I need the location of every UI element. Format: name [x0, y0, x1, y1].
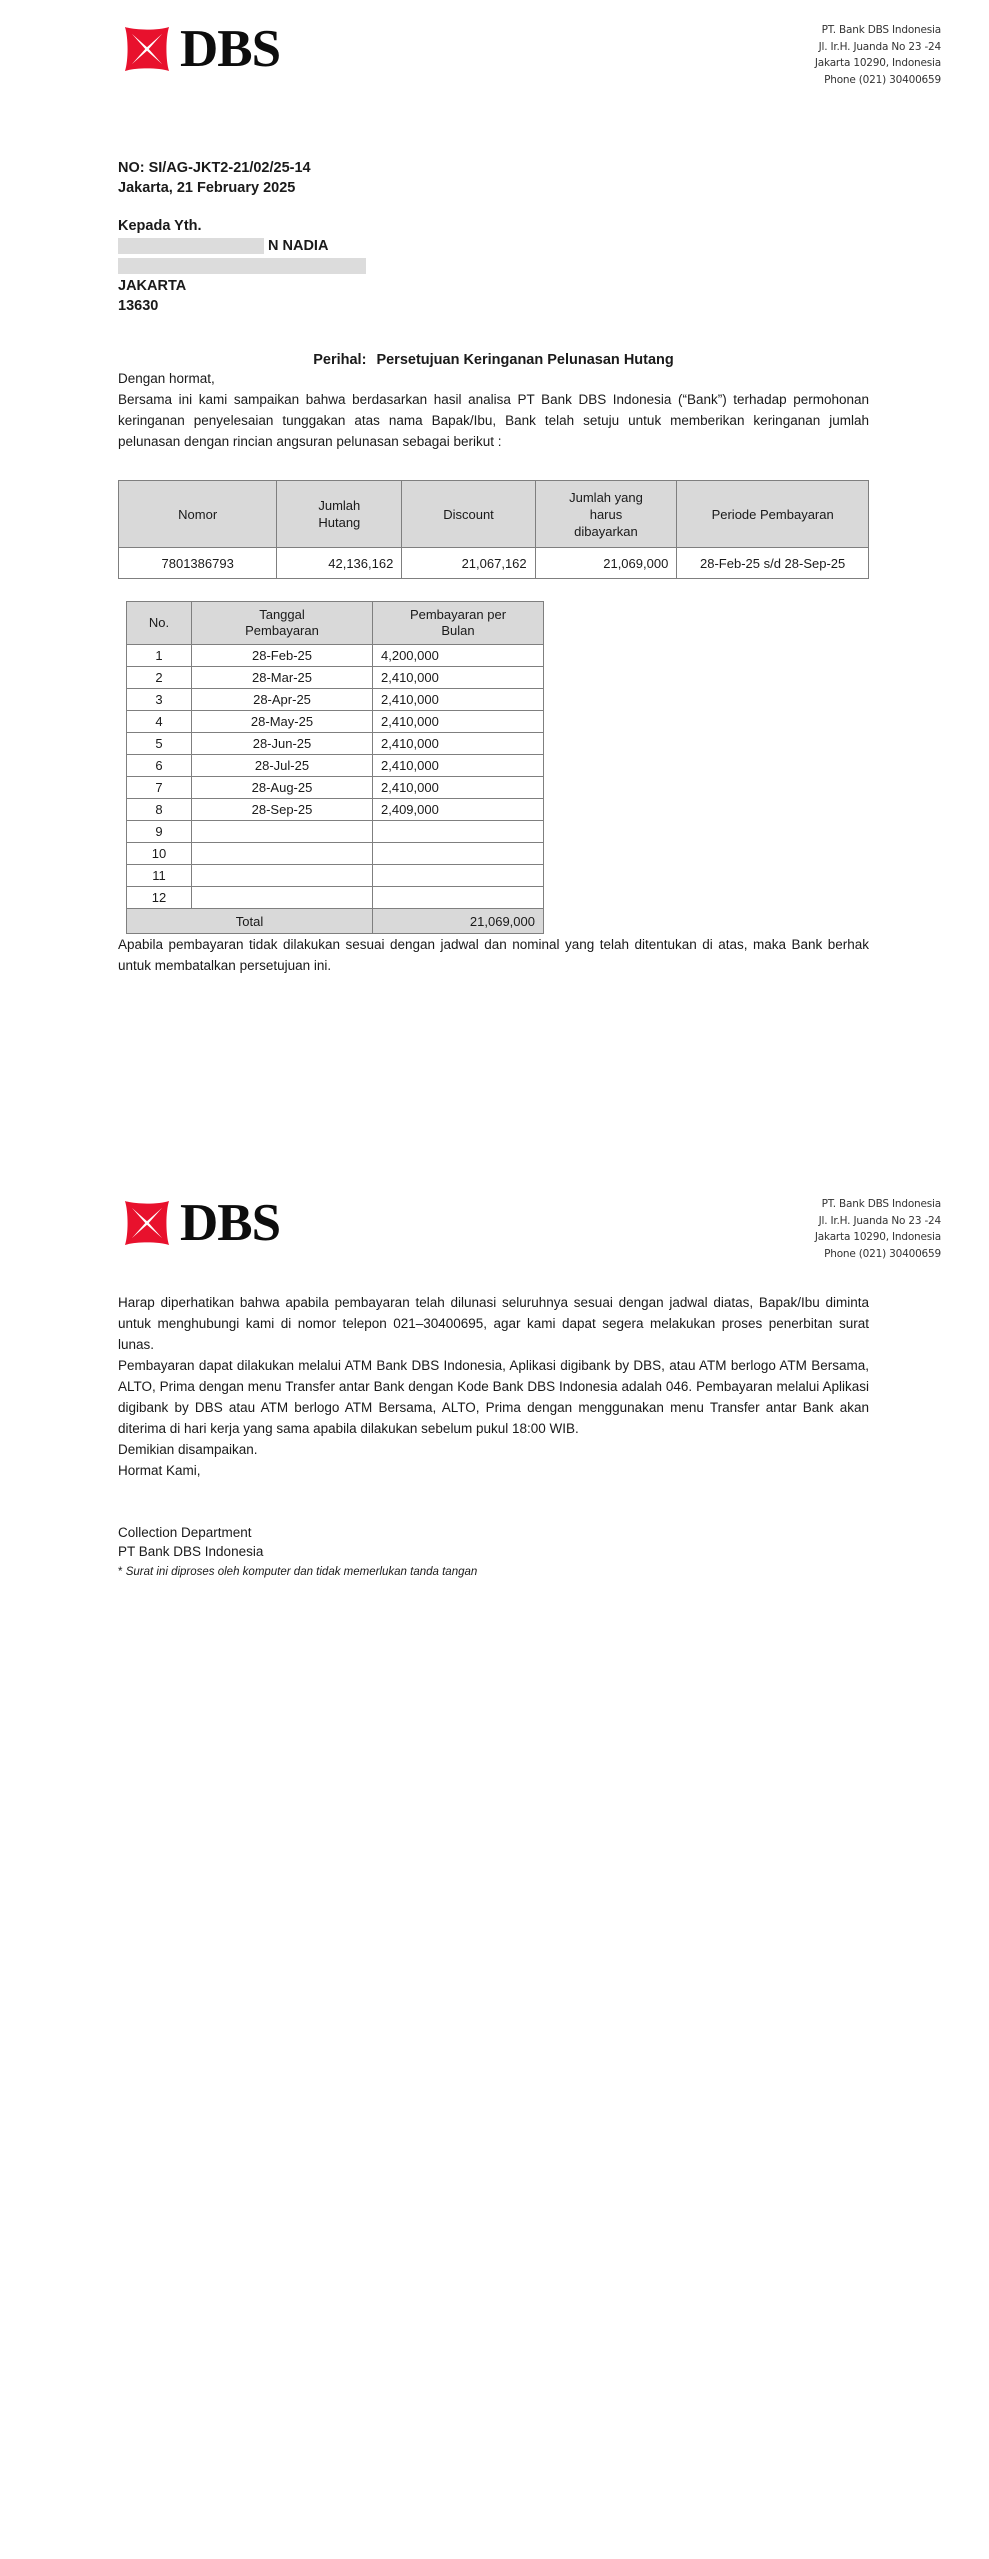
cell-nomor: 7801386793 [119, 548, 277, 579]
address-line: PT. Bank DBS Indonesia [821, 1198, 941, 1210]
table-row [127, 821, 544, 843]
table-row [127, 799, 544, 821]
col-periode-pembayaran: Periode Pembayaran [677, 481, 869, 548]
subject-line [118, 352, 869, 368]
warning-paragraph: Apabila pembayaran tidak dilakukan sesuai dengan jadwal dan nominal yang telah ditentukan di atas, maka Bank berhak untuk membatalkan persetujuan ini. [118, 937, 869, 973]
installment-schedule-wrapper [118, 601, 869, 934]
table-row [127, 711, 544, 733]
letter-page-1 [0, 0, 989, 976]
installment-schedule-table [126, 601, 544, 934]
col-jumlah-hutang: Jumlah Hutang [277, 481, 402, 548]
schedule-rows [127, 645, 544, 934]
table-row [127, 645, 544, 667]
cell-no: 5 [127, 733, 192, 755]
recipient-block [118, 216, 869, 316]
dbs-logo-wordmark: DBS [180, 19, 281, 78]
recipient-name-visible: N NADIA [268, 238, 329, 254]
signature-department: Collection Department [118, 1525, 252, 1540]
col-pembayaran-per-bulan: Pembayaran per Bulan [373, 602, 544, 645]
col-no: No. [127, 602, 192, 645]
recipient-postal-code: 13630 [118, 298, 159, 314]
intro-paragraph: Bersama ini kami sampaikan bahwa berdasarkan hasil analisa PT Bank DBS Indonesia (“Bank”) terhadap permohonan keringanan penyelesaian tunggakan atas nama Bapak/Ibu, Bank telah setuju untuk memberikan keringanan jumlah pelunasan dengan rincian angsuran pelunasan sebagai berikut : [118, 392, 869, 449]
col-discount: Discount [402, 481, 535, 548]
contact-note-paragraph: Harap diperhatikan bahwa apabila pembayaran telah dilunasi seluruhnya sesuai dengan jadwal diatas, Bapak/Ibu diminta untuk menghubungi kami di nomor telepon 021–30400695, agar kami dapat segera melakukan proses penerbitan surat lunas. [118, 1295, 869, 1352]
address-line: PT. Bank DBS Indonesia [821, 24, 941, 36]
signature-company: PT Bank DBS Indonesia [118, 1544, 264, 1559]
cell-no: 12 [127, 887, 192, 909]
dbs-logo [118, 20, 280, 78]
greeting: Dengan hormat, [118, 371, 215, 386]
cell-no: 2 [127, 667, 192, 689]
address-line: Jl. Ir.H. Juanda No 23 -24 [818, 40, 941, 53]
letter-number: NO: SI/AG-JKT2-21/02/25-14 [118, 160, 311, 176]
table-row [119, 548, 869, 579]
letterhead-page-1 [0, 0, 989, 118]
table-row [127, 865, 544, 887]
cell-amount [373, 821, 544, 843]
dbs-logo [118, 1194, 280, 1252]
table-row [127, 755, 544, 777]
closing-line: Demikian disampaikan. [118, 1442, 258, 1457]
dbs-logo-mark-icon [118, 1194, 176, 1252]
cell-date [192, 843, 373, 865]
table-row [127, 667, 544, 689]
debt-summary-table [118, 480, 869, 579]
signature-block [118, 1523, 869, 1582]
cell-amount: 2,410,000 [373, 711, 544, 733]
signature-disclaimer [118, 1563, 869, 1582]
table-row [127, 733, 544, 755]
cell-no: 11 [127, 865, 192, 887]
cell-no: 9 [127, 821, 192, 843]
cell-date: 28-Jun-25 [192, 733, 373, 755]
recipient-city: JAKARTA [118, 278, 187, 294]
disclaimer-text: Surat ini diproses oleh komputer dan tidak memerlukan tanda tangan [125, 1566, 478, 1578]
cell-date [192, 865, 373, 887]
subject-label: Perihal: [313, 352, 367, 368]
col-nomor: Nomor [119, 481, 277, 548]
cell-date: 28-Feb-25 [192, 645, 373, 667]
cell-amount [373, 887, 544, 909]
recipient-address-row [118, 256, 869, 276]
disclaimer-star: * [118, 1566, 123, 1578]
address-line: Phone (021) 30400659 [824, 73, 941, 86]
cell-jumlah-dibayarkan: 21,069,000 [535, 548, 677, 579]
cell-periode: 28-Feb-25 s/d 28-Sep-25 [677, 548, 869, 579]
cell-amount [373, 843, 544, 865]
cell-amount: 2,410,000 [373, 689, 544, 711]
cell-jumlah-hutang: 42,136,162 [277, 548, 402, 579]
letter-place-date: Jakarta, 21 February 2025 [118, 180, 296, 196]
cell-amount: 2,410,000 [373, 755, 544, 777]
cell-amount: 2,410,000 [373, 667, 544, 689]
redaction-bar [118, 238, 264, 254]
table-row [127, 777, 544, 799]
total-label: Total [127, 909, 373, 934]
cell-date: 28-Aug-25 [192, 777, 373, 799]
col-jumlah-dibayarkan: Jumlah yang harus dibayarkan [535, 481, 677, 548]
table-row [127, 689, 544, 711]
cell-amount: 2,410,000 [373, 733, 544, 755]
table-header-row [127, 602, 544, 645]
letterhead-page-2 [0, 1174, 989, 1292]
page-separator [0, 976, 989, 1174]
cell-date: 28-May-25 [192, 711, 373, 733]
dbs-logo-mark-icon [118, 20, 176, 78]
dbs-logo-wordmark: DBS [180, 1193, 281, 1252]
payment-channels-paragraph: Pembayaran dapat dilakukan melalui ATM Bank DBS Indonesia, Aplikasi digibank by DBS, atau ATM berlogo ATM Bersama, ALTO, Prima dengan menu Transfer antar Bank dengan Kode Bank DBS Indonesia adalah 046. Pembayaran melalui Aplikasi digibank by DBS atau ATM berlogo ATM Bersama, ALTO, Prima dengan menggunakan menu Transfer antar Bank akan diterima di hari kerja yang sama apabila dilakukan sebelum pukul 18:00 WIB. [118, 1358, 869, 1436]
cell-no: 4 [127, 711, 192, 733]
cell-date: 28-Apr-25 [192, 689, 373, 711]
subject-text: Persetujuan Keringanan Pelunasan Hutang [376, 352, 674, 368]
cell-no: 3 [127, 689, 192, 711]
letter-page-2 [0, 1174, 989, 1582]
cell-amount: 2,410,000 [373, 777, 544, 799]
letterhead-address-page-1 [815, 22, 941, 88]
address-line: Phone (021) 30400659 [824, 1247, 941, 1260]
cell-no: 8 [127, 799, 192, 821]
cell-amount: 2,409,000 [373, 799, 544, 821]
cell-no: 10 [127, 843, 192, 865]
col-tanggal-pembayaran: Tanggal Pembayaran [192, 602, 373, 645]
reference-block [118, 158, 869, 198]
cell-date [192, 887, 373, 909]
recipient-name-row [118, 236, 869, 256]
cell-date: 28-Jul-25 [192, 755, 373, 777]
cell-date [192, 821, 373, 843]
address-line: Jakarta 10290, Indonesia [814, 1231, 941, 1243]
cell-no: 6 [127, 755, 192, 777]
cell-date: 28-Sep-25 [192, 799, 373, 821]
address-line: Jakarta 10290, Indonesia [814, 57, 941, 69]
table-total-row [127, 909, 544, 934]
cell-amount [373, 865, 544, 887]
cell-no: 7 [127, 777, 192, 799]
redaction-bar [118, 258, 366, 274]
cell-discount: 21,067,162 [402, 548, 535, 579]
table-header-row [119, 481, 869, 548]
cell-no: 1 [127, 645, 192, 667]
cell-date: 28-Mar-25 [192, 667, 373, 689]
letterhead-address-page-2 [815, 1196, 941, 1262]
table-row [127, 843, 544, 865]
total-value: 21,069,000 [373, 909, 544, 934]
recipient-salutation: Kepada Yth. [118, 218, 202, 234]
cell-amount: 4,200,000 [373, 645, 544, 667]
regards-line: Hormat Kami, [118, 1463, 201, 1478]
address-line: Jl. Ir.H. Juanda No 23 -24 [818, 1214, 941, 1227]
table-row [127, 887, 544, 909]
